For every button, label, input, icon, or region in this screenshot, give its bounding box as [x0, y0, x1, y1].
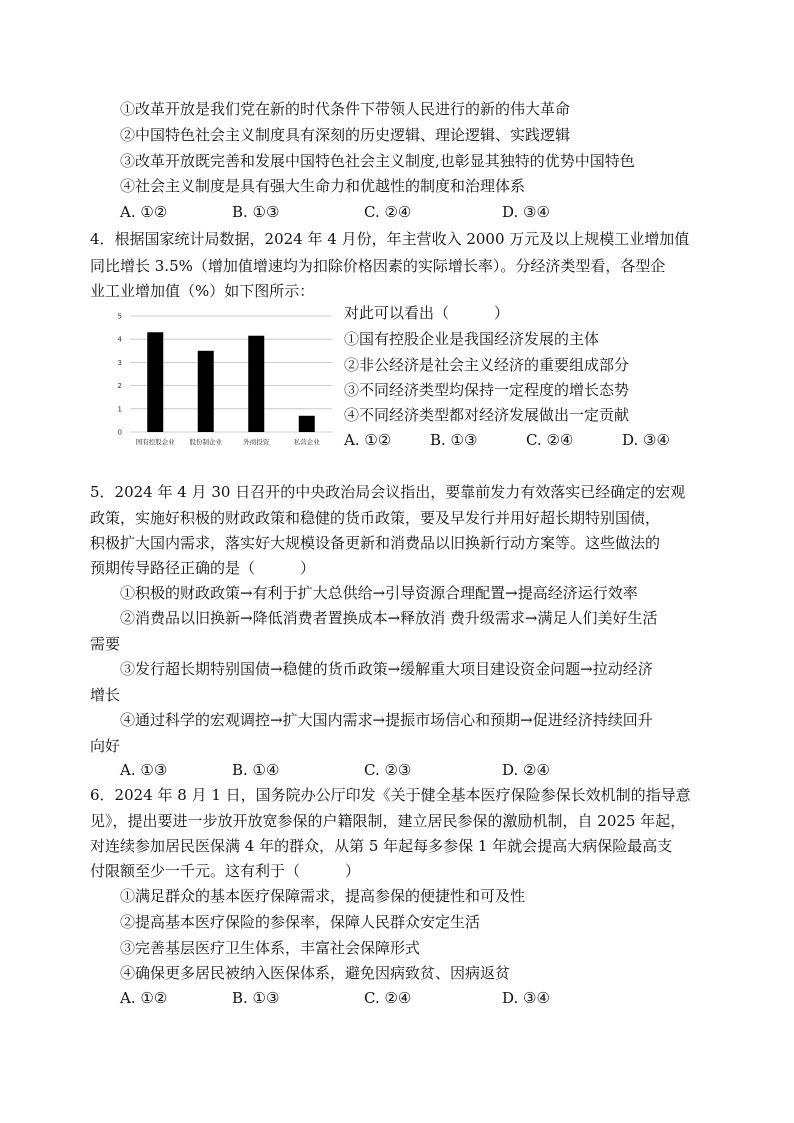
q3-option-c: C. ②④	[364, 203, 412, 221]
q5-item-2: ②消费品以旧换新→降低消费者置换成本→释放消 费升级需求→满足人们美好生活	[120, 609, 658, 627]
q6-item-1: ①满足群众的基本医疗保障需求，提高参保的便捷性和可及性	[120, 887, 526, 905]
bar	[147, 332, 163, 432]
q6-item-4: ④确保更多居民被纳入医保体系，避免因病致贫、因病返贫	[120, 964, 511, 982]
q4-options	[344, 430, 670, 450]
q6-item-3: ③完善基层医疗卫生体系，丰富社会保障形式	[120, 939, 421, 957]
q6-option-b: B. ①③	[232, 989, 280, 1007]
q3-option-a: A. ①②	[120, 203, 168, 221]
q5-item-4: ④通过科学的宏观调控→扩大国内需求→提振市场信心和预期→促进经济持续回升	[120, 711, 653, 729]
y-tick-label: 4	[117, 335, 122, 344]
y-tick-label: 1	[117, 405, 122, 414]
y-tick-label: 2	[117, 382, 122, 391]
x-tick-label: 国有控股企业	[135, 438, 175, 446]
q4-ask: 对此可以看出（ ）	[344, 304, 510, 322]
q3-item-4: ④社会主义制度是具有强大生命力和优越性的制度和治理体系	[120, 177, 526, 195]
y-tick-label: 5	[117, 312, 122, 321]
q5-item-2-cont: 需要	[90, 635, 121, 653]
q5-stem-line-3: 积极扩大国内需求，落实好大规模设备更新和消费品以旧换新行动方案等。这些做法的	[90, 534, 661, 552]
q6-options	[120, 988, 550, 1008]
q6-option-c: C. ②④	[364, 989, 412, 1007]
q5-stem-line-1: 5．2024 年 4 月 30 日召开的中央政治局会议指出，要靠前发力有效落实已经确定的宏观	[90, 483, 686, 501]
q6-stem-line-3: 对连续参加居民医保满 4 年的群众，从第 5 年起每多参保 1 年就会提高大病保险最高支	[90, 837, 673, 855]
q4-item-1: ①国有控股企业是我国经济发展的主体	[344, 330, 600, 348]
q4-stem-line-2: 同比增长 3.5%（增加值增速均为扣除价格因素的实际增长率）。分经济类型看，各型企	[90, 257, 666, 275]
y-tick-label: 0	[117, 428, 122, 437]
q3-item-2: ②中国特色社会主义制度具有深刻的历史逻辑、理论逻辑、实践逻辑	[120, 126, 571, 144]
q3-item-1: ①改革开放是我们党在新的时代条件下带领人民进行的新的伟大革命	[120, 100, 571, 118]
q6-item-2: ②提高基本医疗保险的参保率，保障人民群众安定生活	[120, 913, 481, 931]
bar	[248, 336, 264, 432]
q5-option-c: C. ②③	[364, 761, 412, 779]
q6-option-a: A. ①②	[120, 989, 168, 1007]
q5-option-b: B. ①④	[232, 761, 280, 779]
q6-stem-line-2: 见》，提出要进一步放开放宽参保的户籍限制，建立居民参保的激励机制，自 2025 年起，	[90, 812, 686, 830]
q4-option-d: D. ③④	[622, 431, 670, 449]
q5-options	[120, 760, 550, 780]
q5-stem-line-2: 政策，实施好积极的财政政策和稳健的货币政策，要及早发行并用好超长期特别国债，	[90, 509, 661, 527]
q3-option-b: B. ①③	[232, 203, 280, 221]
q5-item-4-cont: 向好	[90, 737, 121, 755]
q4-item-3: ③不同经济类型均保持一定程度的增长态势	[344, 381, 630, 399]
q6-stem-line-1: 6．2024 年 8 月 1 日，国务院办公厅印发《关于健全基本医疗保险参保长效机制的指导意	[90, 786, 691, 804]
q4-item-4: ④不同经济类型都对经济发展做出一定贡献	[344, 406, 630, 424]
q3-options	[120, 202, 550, 222]
q4-bar-chart	[110, 306, 340, 451]
bar	[198, 351, 214, 432]
q4-stem-line-3: 业工业增加值（%）如下图所示：	[90, 282, 315, 300]
q5-item-3: ③发行超长期特别国债→稳健的货币政策→缓解重大项目建设资金问题→拉动经济	[120, 660, 653, 678]
q6-option-d: D. ③④	[502, 989, 550, 1007]
y-tick-label: 3	[117, 358, 122, 367]
q5-option-d: D. ②④	[502, 761, 550, 779]
q5-item-3-cont: 增长	[90, 686, 121, 704]
x-tick-label: 股份制企业	[189, 438, 222, 446]
q3-item-3: ③改革开放既完善和发展中国特色社会主义制度,也彰显其独特的优势中国特色	[120, 152, 635, 170]
bar	[299, 416, 315, 432]
q4-stem-line-1: 4．根据国家统计局数据，2024 年 4 月份，年主营收入 2000 万元及以上规模工业增加值	[90, 230, 690, 248]
x-tick-label: 私营企业	[293, 438, 320, 446]
q4-option-a: A. ①②	[344, 431, 392, 449]
q4-item-2: ②非公经济是社会主义经济的重要组成部分	[344, 356, 630, 374]
q6-stem-line-4: 付限额至少一千元。这有利于（ ）	[90, 862, 361, 880]
q5-item-1: ①积极的财政政策→有利于扩大总供给→引导资源合理配置→提高经济运行效率	[120, 584, 638, 602]
x-tick-label: 外商投资	[243, 438, 270, 446]
q3-option-d: D. ③④	[502, 203, 550, 221]
q4-option-c: C. ②④	[526, 431, 574, 449]
q5-stem-line-4: 预期传导路径正确的是（ ）	[90, 559, 316, 577]
q5-option-a: A. ①③	[120, 761, 168, 779]
q4-option-b: B. ①③	[430, 431, 478, 449]
